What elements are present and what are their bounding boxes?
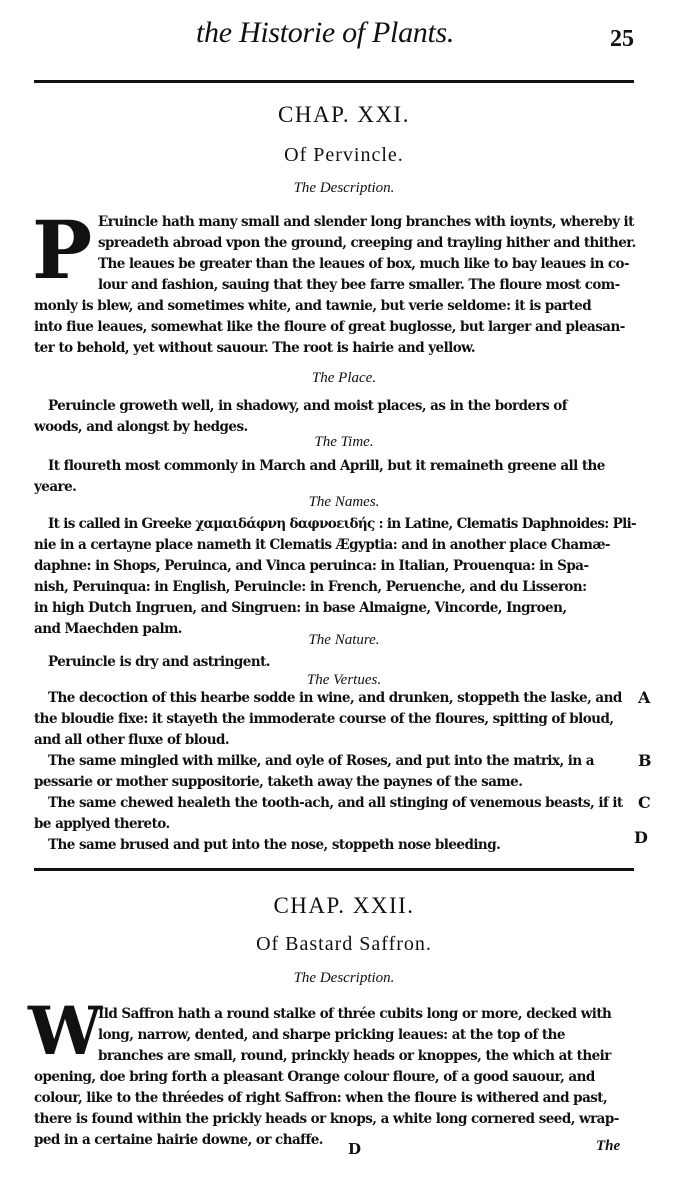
vertues-paragraph: [34, 688, 636, 856]
margin-letter: D: [634, 828, 648, 847]
text-line: nish, Peruinqua: in English, Peruincle: in French, Peruenche, and du Lisseron:: [34, 579, 587, 595]
text-line: spreadeth abroad vpon the ground, creeping and trayling hither and thither.: [98, 235, 636, 251]
text-line: The same chewed healeth the tooth-ach, and all stinging of venemous beasts, if it: [48, 795, 623, 811]
plant-title: Of Pervincle.: [284, 144, 404, 166]
signature-mark: D: [348, 1140, 362, 1158]
text-line: monly is blew, and sometimes white, and tawnie, but verie seldome: it is parted: [34, 298, 592, 314]
text-line: Ild Saffron hath a round stalke of thrée cubits long or more, decked with: [98, 1006, 612, 1022]
text-line: The decoction of this hearbe sodde in wine, and drunken, stoppeth the laske, and: [48, 690, 622, 706]
text-line: daphne: in Shops, Peruinca, and Vinca peruinca: in Italian, Prouenqua: in Spa-: [34, 558, 589, 574]
chapter-divider-rule: [34, 868, 634, 871]
description-paragraph: [32, 203, 636, 359]
text-line: woods, and alongst by hedges.: [34, 419, 248, 435]
section-heading-time: The Time.: [314, 434, 374, 450]
margin-letter: B: [638, 751, 652, 770]
chapter-heading: CHAP. XXII.: [273, 893, 415, 918]
running-title: the Historie of Plants.: [196, 16, 455, 49]
names-paragraph: [34, 514, 636, 640]
chapter-heading: CHAP. XXI.: [278, 102, 410, 127]
text-line: It is called in Greeke χαμαιδάφνη δαφνοειδής : in Latine, Clematis Daphnoides: Pli-: [48, 516, 636, 532]
section-heading-names: The Names.: [308, 494, 380, 510]
plant-title: Of Bastard Saffron.: [256, 933, 432, 955]
section-heading-place: The Place.: [311, 370, 377, 386]
text-line: Peruincle groweth well, in shadowy, and moist places, as in the borders of: [48, 398, 568, 414]
text-line: into fiue leaues, somewhat like the floure of great buglosse, but larger and pleasan-: [34, 319, 625, 335]
running-head: [0, 12, 688, 52]
text-line: be applyed thereto.: [34, 816, 170, 832]
section-heading-description: The Description.: [293, 970, 395, 986]
text-line: ter to behold, yet without sauour. The root is hairie and yellow.: [34, 340, 476, 356]
text-line: nie in a certayne place nameth it Clematis Ægyptia: and in another place Chamæ-: [34, 537, 610, 553]
top-rule: [34, 80, 634, 83]
nature-paragraph: [34, 652, 636, 673]
page-number: 25: [610, 26, 634, 52]
margin-letter: A: [638, 688, 651, 707]
text-line: The leaues be greater than the leaues of box, much like to bay leaues in co-: [98, 256, 630, 272]
text-line: It floureth most commonly in March and Aprill, but it remaineth greene all the: [48, 458, 605, 474]
text-line: The same mingled with milke, and oyle of Roses, and put into the matrix, in a: [48, 753, 594, 769]
text-line: ped in a certaine hairie downe, or chaffe.: [34, 1132, 323, 1148]
section-heading-nature: The Nature.: [308, 632, 380, 648]
drop-capital: P: [32, 203, 93, 297]
text-line: pessarie or mother suppositorie, taketh away the paynes of the same.: [34, 774, 523, 790]
text-line: the bloudie fixe: it stayeth the immoderate course of the floures, spitting of bloud,: [34, 711, 614, 727]
section-heading-vertues: The Vertues.: [306, 672, 382, 688]
text-line: there is found within the prickly heads or knops, a white long cornered seed, wrap-: [34, 1111, 619, 1127]
text-line: Peruincle is dry and astringent.: [48, 654, 270, 670]
text-line: Eruincle hath many small and slender long branches with ioynts, whereby it: [98, 214, 634, 230]
margin-letter: C: [638, 793, 651, 812]
catchword: The: [596, 1138, 621, 1154]
text-line: branches are small, round, princkly heads or knoppes, the which at their: [98, 1048, 611, 1064]
text-line: in high Dutch Ingruen, and Singruen: in base Almaigne, Vincorde, Ingroen,: [34, 600, 567, 616]
text-line: The same brused and put into the nose, stoppeth nose bleeding.: [48, 837, 501, 853]
text-line: opening, doe bring forth a pleasant Orange colour floure, of a good sauour, and: [34, 1069, 595, 1085]
description-paragraph: [34, 1004, 636, 1151]
place-paragraph: [34, 396, 636, 438]
text-line: long, narrow, dented, and sharpe pricking leaues: at the top of the: [98, 1027, 565, 1043]
section-heading-description: The Description.: [293, 180, 395, 196]
drop-capital: W: [28, 992, 103, 1070]
time-paragraph: [34, 456, 636, 498]
text-line: and all other fluxe of bloud.: [34, 732, 230, 748]
text-line: colour, like to the thréedes of right Saffron: when the floure is withered and past,: [34, 1090, 608, 1106]
text-line: and Maechden palm.: [34, 621, 182, 637]
text-line: yeare.: [34, 479, 77, 495]
text-line: lour and fashion, sauing that they bee farre smaller. The floure most com-: [98, 277, 620, 293]
